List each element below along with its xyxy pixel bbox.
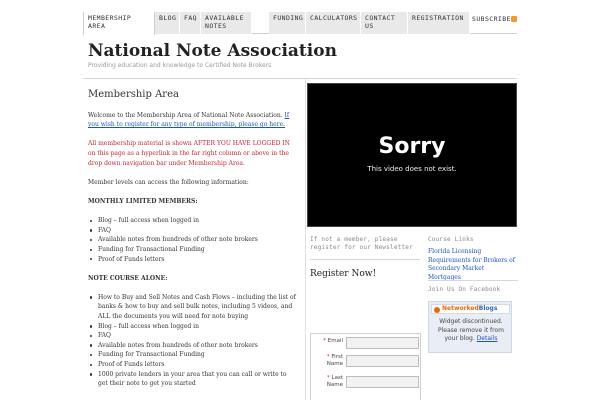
sidebar-divider [428,280,518,281]
subscribe-link[interactable]: SUBSCRIBE [472,15,511,23]
right-sidebar [428,236,518,342]
site-title[interactable]: National Note Association [88,41,337,61]
nav-tab-blog[interactable]: BLOG [155,12,180,34]
list-item: Proof of Funds letters [88,255,298,265]
last-name-field[interactable] [346,376,419,388]
widget-message-text: Widget discontinued. Please remove it from your blog. [438,318,504,342]
sidebar-divider [310,259,420,260]
networked-blogs-widget [428,301,512,353]
not-member-text: If not a member, please register for our Newsletter [310,236,413,251]
list-item: Available notes from hundreds of other note brokers [88,235,298,245]
list-item: How to Buy and Sell Notes and Cash Flows – including the list of banks & how to buy and sell bulk notes, including 5 videos, and ALL the documents you will need for note buying [88,293,298,322]
list-item: Funding for Transactional Funding [88,350,298,360]
note-course-heading: NOTE COURSE ALONE: [88,274,168,282]
rss-icon[interactable] [511,16,517,22]
widget-details-link[interactable]: Details [476,335,498,342]
video-error-message: This video does not exist. [367,165,457,173]
logo-blogs-text: Blogs [478,305,498,312]
site-tagline: Providing education and knowledge to Certified Note Brokers [88,62,272,69]
intro-text: Welcome to the Membership Area of National Note Association. [88,111,283,119]
facebook-heading: Join Us On Facebook [428,286,501,293]
list-item: FAQ [88,331,298,341]
column-divider [305,79,306,400]
networked-blogs-logo[interactable] [431,304,510,314]
list-item: Proof of Funds letters [88,360,298,370]
nav-tab-faq[interactable]: FAQ [180,12,201,34]
newsletter-form [310,333,421,400]
last-name-label [321,375,343,389]
nav-tab-calculators[interactable]: CALCULATORS [306,12,361,34]
list-item: Blog – full access when logged in [88,216,298,226]
list-item: FAQ [88,226,298,236]
register-here-link[interactable]: If you wish to register for any type of membership, please go here. [88,111,290,129]
course-links-heading: Course Links [428,236,474,243]
logo-networked-text: Networked [442,305,479,312]
levels-intro: Member levels can access the following information: [88,178,249,186]
last-name-label-text: Last Name [326,375,343,388]
login-notice: All membership material is shown AFTER YOU HAVE LOGGED IN on this page as a hyperlink in the far right column or above in the drop down navigation bar under Membership Area. [88,140,290,167]
nav-tab-funding[interactable]: FUNDING [269,12,306,34]
top-navigation [83,12,517,34]
note-course-list [88,293,298,389]
nav-tab-contact-us[interactable]: CONTACT US [361,12,408,34]
register-now-heading: Register Now! [310,269,377,279]
nav-tab-registration[interactable]: REGISTRATION [408,12,470,34]
required-marker: * [323,338,328,344]
monthly-members-list [88,216,298,264]
main-content [88,90,298,398]
first-name-label-text: First Name [326,354,343,367]
nav-tab-membership-area[interactable]: MEMBERSHIP AREA [83,12,155,35]
header-divider [83,78,517,79]
nav-tab-available-notes[interactable]: AVAILABLE NOTES [201,12,252,34]
networked-blogs-icon [434,307,440,313]
required-marker: * [327,375,332,381]
list-item: 1000 private lenders in your area that you can call or write to get their note to get you started [88,370,298,389]
list-item: Available notes from hundreds of other note brokers [88,341,298,351]
monthly-members-heading: MONTHLY LIMITED MEMBERS: [88,197,198,205]
newsletter-sidebar [310,236,420,388]
first-name-field[interactable] [346,355,419,367]
list-item: Blog – full access when logged in [88,322,298,332]
widget-message [431,318,511,344]
email-field[interactable] [346,337,419,349]
list-item: Funding for Transactional Funding [88,245,298,255]
video-error-title: Sorry [378,134,446,159]
email-label [321,338,343,345]
video-player[interactable] [307,83,517,227]
email-label-text: Email [327,338,343,344]
florida-licensing-link[interactable]: Florida Licensing Requirements for Brokers of Secondary Market Mortgages [428,248,515,281]
intro-paragraph [88,111,298,130]
page-title: Membership Area [88,89,179,100]
first-name-label [321,354,343,368]
required-marker: * [326,354,332,360]
video-screen [312,88,512,222]
